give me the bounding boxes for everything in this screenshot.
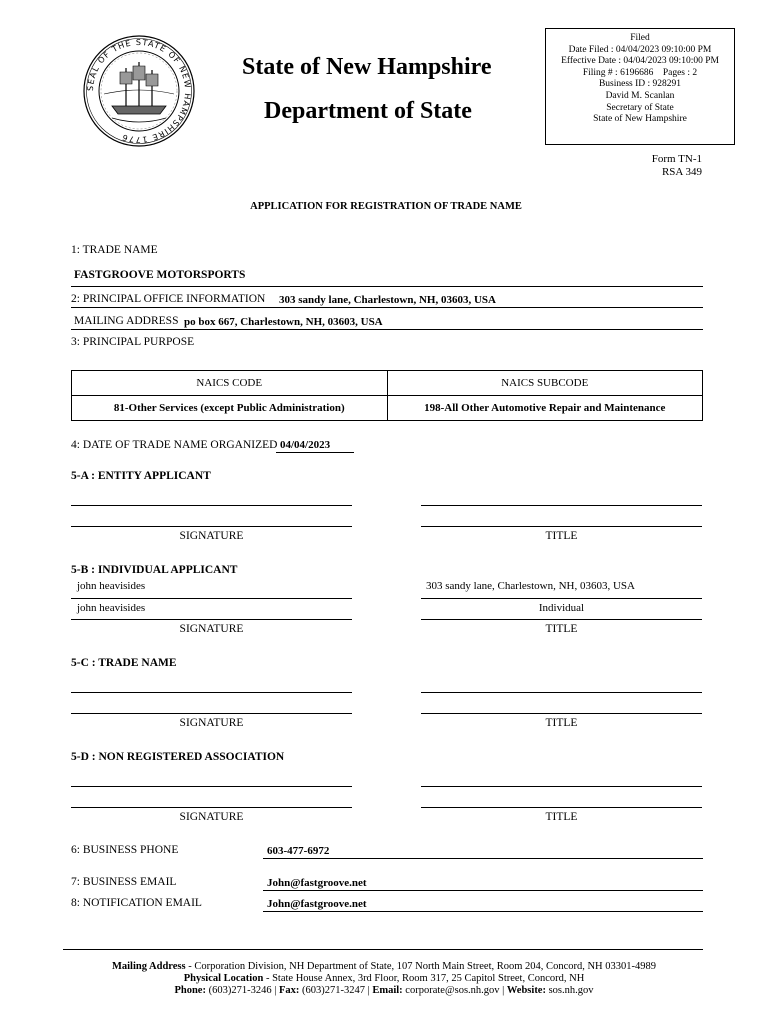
entity-name-line-right [421, 505, 702, 506]
footer-website-label: Website: [506, 985, 546, 996]
svg-text:SEAL OF THE STATE OF NEW HAMPS: SEAL OF THE STATE OF NEW HAMPSHIRE 1776 [85, 37, 193, 145]
form-rsa: RSA 349 [661, 166, 702, 178]
entity-name-line-left [71, 505, 352, 506]
footer-contact [0, 985, 768, 997]
individual-title-value: Individual [538, 602, 585, 614]
association-line-left [71, 786, 352, 787]
footer-fax-text: (603)271-3247 | [299, 985, 373, 996]
principal-office-line [71, 307, 703, 308]
trade-name-applicant-heading: 5-C : TRADE NAME [71, 657, 177, 669]
stamp-date-filed: Date Filed : 04/04/2023 09:10:00 PM [568, 44, 712, 55]
footer-email-label: Email: [372, 985, 403, 996]
footer-email-text[interactable]: corporate@sos.nh.gov | [402, 985, 507, 996]
business-phone-line [263, 858, 703, 859]
trade-name-title-label: TITLE [545, 717, 578, 729]
date-organized-label: 4: DATE OF TRADE NAME ORGANIZED [71, 439, 278, 451]
naics-table [71, 370, 703, 421]
mailing-address-line [71, 329, 703, 330]
individual-title-line [421, 619, 702, 620]
notification-email-value: John@fastgroove.net [267, 898, 367, 910]
trade-name-value: FASTGROOVE MOTORSPORTS [74, 269, 246, 281]
state-name: State of New Hampshire [242, 54, 492, 80]
naics-subcode-value: 198-All Other Automotive Repair and Maintenance [387, 396, 703, 421]
association-signature-line [71, 807, 352, 808]
date-organized-value: 04/04/2023 [280, 439, 331, 451]
notification-email-line [263, 911, 703, 912]
date-organized-line [276, 452, 354, 453]
individual-name: john heavisides [77, 580, 146, 592]
entity-signature-line [71, 526, 352, 527]
naics-value-row [72, 396, 703, 421]
footer-phone-label: Phone: [174, 985, 206, 996]
trade-name-line [71, 286, 703, 287]
individual-signature-line [71, 619, 352, 620]
individual-signature-label: SIGNATURE [179, 623, 244, 635]
association-line-right [421, 786, 702, 787]
principal-office-label: 2: PRINCIPAL OFFICE INFORMATION [71, 293, 266, 305]
stamp-secretary-title: Secretary of State [606, 102, 674, 113]
trade-name-label: 1: TRADE NAME [71, 244, 158, 256]
entity-title-line [421, 526, 702, 527]
footer-mailing-label: Mailing Address [111, 961, 186, 972]
association-title-line [421, 807, 702, 808]
stamp-filed: Filed [630, 33, 650, 43]
individual-address-line [421, 598, 702, 599]
footer-website-text[interactable]: sos.nh.gov [545, 985, 594, 996]
stamp-effective-date: Effective Date : 04/04/2023 09:10:00 PM [561, 56, 719, 67]
business-email-label: 7: BUSINESS EMAIL [71, 876, 177, 888]
association-title-label: TITLE [545, 811, 578, 823]
department-name: Department of State [264, 98, 472, 124]
individual-signature-value: john heavisides [77, 602, 146, 614]
mailing-address-label: MAILING ADDRESS [74, 315, 179, 327]
trade-name-line-right [421, 692, 702, 693]
trade-name-signature-label: SIGNATURE [179, 717, 244, 729]
footer-phone-text: (603)271-3246 | [205, 985, 279, 996]
entity-title-label: TITLE [545, 530, 578, 542]
notification-email-label: 8: NOTIFICATION EMAIL [71, 897, 202, 909]
mailing-address-value: po box 667, Charlestown, NH, 03603, USA [184, 316, 383, 328]
trade-name-line-left [71, 692, 352, 693]
stamp-filing-number: Filing # : 6196686 Pages : 2 [582, 67, 698, 78]
stamp-secretary-state: State of New Hampshire [593, 114, 687, 125]
entity-signature-label: SIGNATURE [179, 530, 244, 542]
stamp-secretary-name: David M. Scanlan [605, 90, 675, 101]
footer-mailing [0, 961, 768, 973]
business-email-value: John@fastgroove.net [267, 877, 367, 889]
footer-fax-label: Fax: [278, 985, 300, 996]
individual-applicant-heading: 5-B : INDIVIDUAL APPLICANT [71, 564, 238, 576]
form-title: APPLICATION FOR REGISTRATION OF TRADE NAME [250, 201, 522, 212]
association-signature-label: SIGNATURE [179, 811, 244, 823]
principal-purpose-label: 3: PRINCIPAL PURPOSE [71, 336, 195, 348]
naics-subcode-header: NAICS SUBCODE [387, 371, 703, 396]
form-number-block [652, 153, 702, 179]
stamp-business-id: Business ID : 928291 [598, 79, 682, 90]
individual-title-label: TITLE [545, 623, 578, 635]
individual-name-line [71, 598, 352, 599]
naics-code-value: 81-Other Services (except Public Administration) [72, 396, 388, 421]
footer [0, 961, 768, 997]
footer-physical-text: - State House Annex, 3rd Floor, Room 317, 25 Capitol Street, Concord, NH [263, 973, 585, 984]
non-registered-association-heading: 5-D : NON REGISTERED ASSOCIATION [71, 751, 285, 763]
principal-office-value: 303 sandy lane, Charlestown, NH, 03603, USA [279, 294, 496, 306]
naics-code-header: NAICS CODE [72, 371, 388, 396]
filing-stamp [545, 28, 735, 145]
footer-divider [63, 949, 703, 950]
footer-physical [0, 973, 768, 985]
naics-header-row [72, 371, 703, 396]
business-email-line [263, 890, 703, 891]
footer-physical-label: Physical Location [183, 973, 264, 984]
individual-address: 303 sandy lane, Charlestown, NH, 03603, USA [426, 580, 635, 592]
trade-name-title-line [421, 713, 702, 714]
entity-applicant-heading: 5-A : ENTITY APPLICANT [71, 470, 211, 482]
footer-mailing-text: - Corporation Division, NH Department of State, 107 North Main Street, Room 204, Concord, NH 03301-4989 [185, 961, 657, 972]
form-number: Form TN-1 [651, 153, 702, 165]
business-phone-label: 6: BUSINESS PHONE [71, 844, 179, 856]
trade-name-signature-line [71, 713, 352, 714]
state-seal-logo [82, 34, 196, 148]
business-phone-value: 603-477-6972 [267, 845, 330, 857]
